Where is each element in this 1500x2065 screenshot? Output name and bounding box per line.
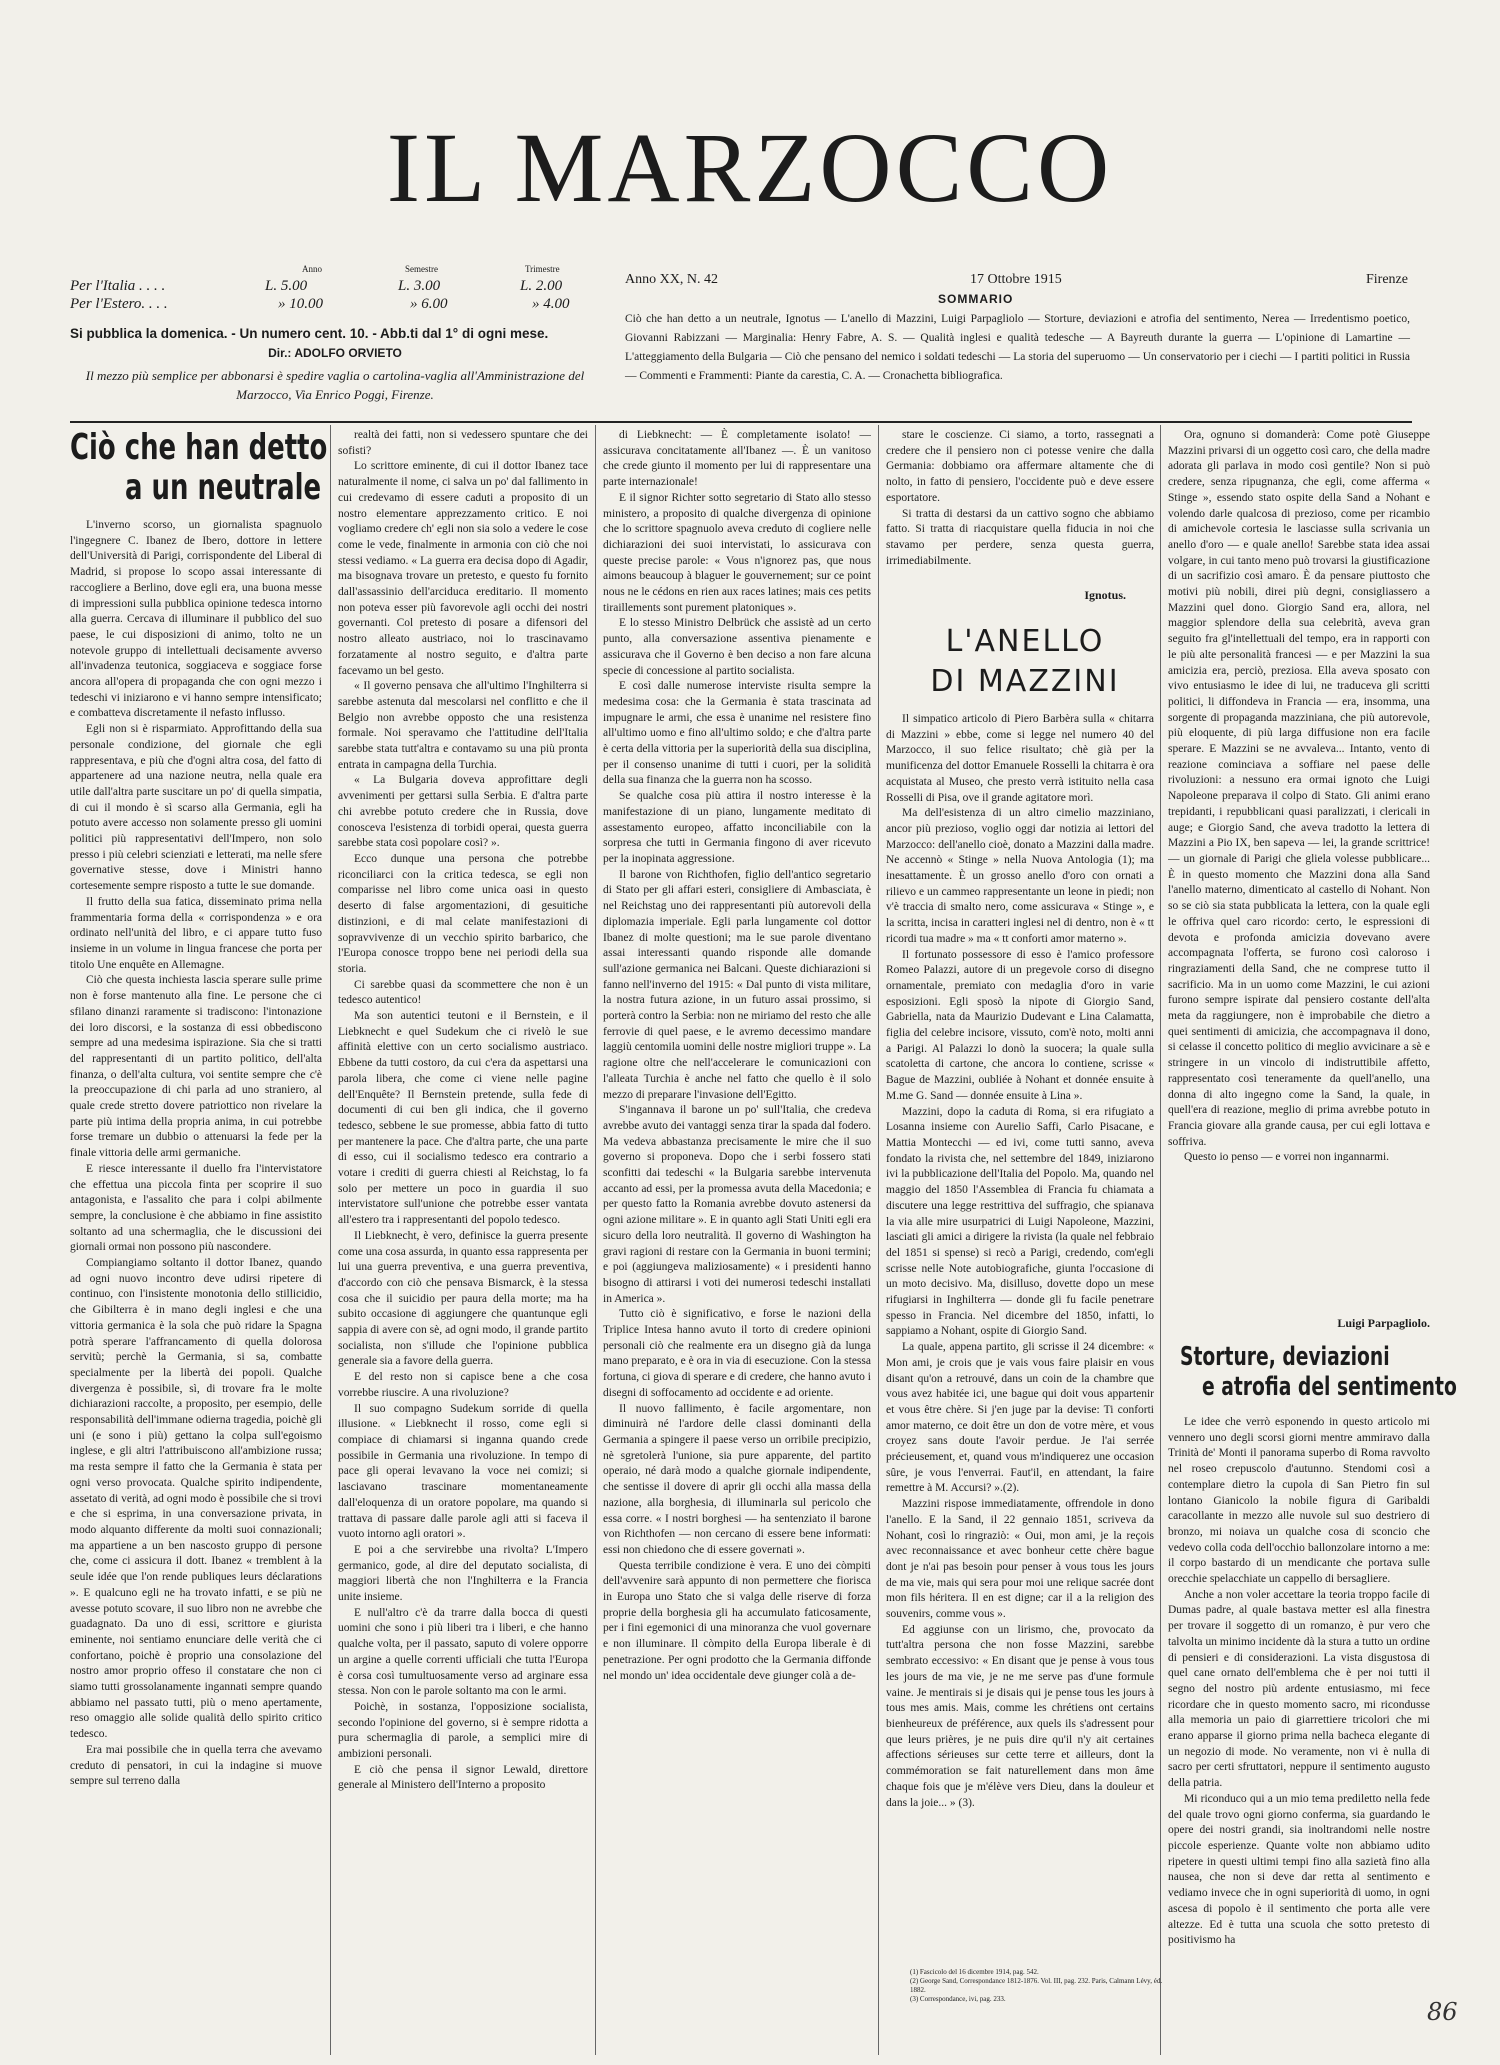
paragraph: S'ingannava il barone un po' sull'Italia, che credeva avrebbe avuto dei vantaggi senza tirar la spada dal fodero. Ma vedeva abbastanza precisamente le mire che il suo governo si proponeva. Dopo che i serbi fossero stati sconfitti dai tedeschi « la Bulgaria sarebbe intervenuta accanto ad essi, per la promessa avuta della Macedonia; e per questo fatto la Romania avrebbe dovuto astenersi da ogni azione militare ». E in quanto agli Stati Uniti egli era sicuro della loro neutralità. Il governo di Washington ha gravi ragioni di restare con la Germania in buoni termini; e poi (aggiungeva maliziosamente) « i presidenti hanno bisogno di attirarsi i voti dei numerosi tedeschi installati in America ».	[603, 1104, 871, 1305]
subscription-value: L. 5.00	[265, 278, 308, 294]
paragraph: La quale, appena partito, gli scrisse il 24 dicembre: « Mon ami, je crois que je vais vous faire plaisir en vous disant qu'on a retrouvé, dans un coin de la chambre que vous avez habitée ici, une bague qui doit vous appartenir et vous être chère. Si j'en juge par la devise: Ti conforti amor materno, ce doit être un don de votre mère, et vous croyez sans doute l'avoir perdue. Je l'ai serrée précieusement, et, quand vous m'indiquerez une occasion sûre, je vous l'enverrai. Faut'il, en attendant, la faire remettre à M. Accursi? ».(2).	[886, 1341, 1154, 1495]
paragraph: « Il governo pensava che all'ultimo l'Inghilterra si sarebbe astenuta dal mescolarsi nel conflitto e che il Belgio non avrebbe opposto che una resistenza formale. Noi speravamo che l'attitudine dell'Italia sarebbe stata tutt'altra e contavamo su una più pronta entrata in campagna della Turchia.	[338, 680, 588, 771]
paragraph: E poi a che servirebbe una rivolta? L'Impero germanico, gode, al dire del deputato socialista, di maggiori libertà che non l'Inghilterra e la Francia unite insieme.	[338, 1543, 588, 1604]
paragraph: E ciò che pensa il signor Lewald, direttore generale al Ministero dell'Interno a proposito	[338, 1763, 588, 1792]
paragraph: di Liebknecht: — È completamente isolato! — assicurava concitatamente all'Ibanez —. È un vanitoso che crede giunto il momento per lui di rappresentare una parte internazionale!	[603, 429, 871, 489]
footnote: (3) Correspondance, ivi, pag. 233.	[910, 1995, 1006, 2003]
article-headline-storture	[1180, 1342, 1500, 1402]
paragraph: Il fortunato possessore di esso è l'amico professore Romeo Palazzi, autore di un pregevole corso di disegno ornamentale, premiato con medaglia d'oro in varie esposizioni. Egli sposò la nipote di Giorgio Sand, Gabriella, nata da Maurizio Dudevant e Lina Calamatta, figlia del celebre incisore, vissuto, com'è noto, molti anni a Parigi. Al Palazzi lo donò la suocera; la quale sulla scatoletta di cartone, che ancora lo contiene, scrisse « Bague de Mazzini, oubliée à Nohant et donnée ensuite à M.me G. Sand — donnée ensuite à Lina ».	[886, 948, 1154, 1102]
paragraph: E riesce interessante il duello fra l'intervistatore che effettua una piccola finta per scoprire il suo antagonista, e l'assalito che para i colpi abilmente sempre, la conclusione è che abbiamo in fine assistito soltanto ad una schermaglia, che le discussioni dei giornali ormai non possono più nascondere.	[70, 1162, 322, 1254]
headline-line: Storture, deviazioni	[1180, 1342, 1390, 1372]
masthead-title: IL MARZOCCO	[386, 112, 1114, 223]
column-divider	[595, 425, 596, 2055]
headline-line: e atrofia del sentimento	[1202, 1372, 1457, 1402]
paragraph: Si tratta di destarsi da un cattivo sogno che abbiamo fatto. Si tratta di riacquistare quella fiducia in noi che stavamo per perdere, senza questa guerra, irrimediabilmente.	[886, 507, 1154, 567]
article-signature: Luigi Parpagliolo.	[1337, 1316, 1430, 1330]
article-column-3	[603, 428, 871, 2053]
paragraph: Ci sarebbe quasi da scommettere che non è un tedesco autentico!	[338, 978, 588, 1007]
paragraph: Ora, ognuno si domanderà: Come potè Giuseppe Mazzini privarsi di un oggetto così caro, che della madre adorata gli parlava in modo così gentile? Non si può credere, senza ripugnanza, che egli, come afferma « Stinge », essendo stato ospite della Sand a Nohant e volendo darle qualcosa di prezioso, come per ricambio di amichevole cortesia le lasciasse sulla scrivania un anello d'oro — e quale anello! Sarebbe stata idea assai volgare, in cui tanto meno può trovarsi la giustificazione di un sacrifizio così amaro. È da pensare piuttosto che motivi più nobili, direi più degni, consigliassero a Mazzini quel dono. Giorgio Sand era, allora, nel maggior splendore della sua celebrità, aveva gran seguito fra gl'intellettuali del tempo, era in rapporti con le più alte personalità francesi — e per Mazzini la sua amicizia era, perciò, preziosa. Ella aveva sposato con vivo entusiasmo le idee di lui, ne traduceva gli scritti politici, li diffondeva in Francia — era, insomma, una sorgente di propaganda mazziniana, che più autorevole, più eloquente, di più larga diffusione non era facile sperare. E Mazzini se ne avvaleva... Intanto, vento di reazione cominciava a soffiare nel paese delle rivoluzioni: a nessuno era ormai ignoto che Luigi Napoleone preparava il colpo di Stato. Gli animi erano trepidanti, i repubblicani quasi paralizzati, i clericali in auge; e Giorgio Sand, che aveva tradotto la lettera di Mazzini a Pio IX, ben sapeva — lei, la grande scrittrice! — un giornale di Parigi che gliela volesse pubblicare... È in questo momento che Mazzini dona alla Sand l'anello materno, dimenticato al castello di Nohant. Non so se ciò sia stata pubblicata la lettera, con la quale egli le offriva quel caro ricordo: certo, le espressioni di devota e profonda amicizia dovevano avere accompagnata l'offerta, se furono così caloroso i ringraziamenti della Sand, che ne comprese tutto il sacrificio. Ma in un uomo come Mazzini, le cui azioni furono sempre ispirate dal pensiero costante dell'alta meta da raggiungere, non è improbabile che dietro a quei sentimenti di amicizia, che accompagnava il dono, si celasse il concetto politico di meglio avvicinare a sè e stringere in un vincolo di indistruttibile affetto, rappresentato così teneramente da quell'anello, una donna di alto ingegno come la Sand, la quale, in quell'era di reazione, meglio di prima avrebbe potuto in Francia giovare alla grande causa, per cui egli lottava e soffriva.	[1168, 429, 1430, 1148]
headline-line: a un neutrale	[125, 467, 322, 508]
paragraph: Il simpatico articolo di Piero Barbèra sulla « chitarra di Mazzini » ebbe, come si legge nel numero 40 del Marzocco, il suo felice risultato; chè già per la munificenza del dottor Emanuele Rosselli la chitarra è ora acquistata al Museo, che presto verrà istituito nella casa Rosselli di Pisa, ove il grande agitatore morì.	[886, 713, 1154, 804]
paragraph: Poichè, in sostanza, l'opposizione socialista, secondo l'opinione del governo, si è sempre ridotta a pura schermaglia di parole, a semplici mire di ambizioni personali.	[338, 1700, 588, 1761]
paragraph: Ecco dunque una persona che potrebbe riconciliarci con la critica tedesca, se egli non comparisse nel libro come unica oasi in questo deserto di false argomentazioni, di gesuitiche distinzioni, e di mal celate manifestazioni di sopravvivenze di un vecchio spirito barbarico, che l'Europa conosce troppo bene nei periodi della sua storia.	[338, 852, 588, 975]
paragraph: Ed aggiunse con un lirismo, che, provocato da tutt'altra persona che non fosse Mazzini, sarebbe sembrato eccessivo: « En disant que je pense à vous tous les jours de ma vie, je ne me serve pas d'une formule vaine. Je mentirais si je disais qui je pense tous les jours à tous mes amis. Mais, comme les chrétiens ont certains bienheureux de préférence, aux quels ils s'adressent pour que leurs prières, je ne puis dire qu'il n'y ait certaines affections sérieuses sur cette terre et ailleurs, dont la commémoration se fait naturellement dans mon âme chaque fois que je m'élève vers Dieu, dans la douleur et dans la joie... » (3).	[886, 1623, 1154, 1809]
subscription-row-italia	[70, 278, 590, 296]
header-rule	[70, 421, 1412, 423]
paragraph: Questa terribile condizione è vera. E uno dei còmpiti dell'avvenire sarà appunto di non permettere che fiorisca in Europa uno Stato che si valga delle riserve di forza proprie della borghesia gli ha accumulato faticosamente, per i fini egemonici di una minoranza che vuol governare e non illuminare. Il còmpito della Europa liberale è di penetrazione. Per ogni prodotto che la Germania diffonde nel mondo un' idea occidentale deve giunger colà a de-	[603, 1559, 871, 1682]
publication-notice: Si pubblica la domenica. - Un numero cent. 10. - Abb.ti dal 1° di ogni mese.	[70, 326, 549, 341]
paragraph: Mazzini, dopo la caduta di Roma, si era rifugiato a Losanna insieme con Aurelio Saffi, Carlo Pisacane, e Mattia Montecchi — ed ivi, come tutti sanno, aveva fondato la rivista che, nel settembre del 1849, iniziarono ivi la pubblicazione dell'Italia del Popolo. Ma, quando nel maggio del 1850 l'Assemblea di Francia fu chiamata a discutere una legge restrittiva del suffragio, che spianava la via alle mire usurpatrici di Luigi Napoleone, Mazzini, lasciati gli amici a dirigere la rivista (la quale nel febbraio del 1851 si spense) si recò a Parigi, credendo, com'egli scrisse nelle Note autobiografiche, giunta l'occasione di un moto decisivo. Ma, disilluso, dovette dopo un mese rifugiarsi in Inghilterra — donde gli fu facile penetrare spesso in Francia. Nel dicembre del 1850, infatti, lo sappiamo a Nohant, ospite di Giorgio Sand.	[886, 1105, 1154, 1338]
subscription-label: Per l'Estero. . . .	[70, 296, 168, 312]
paragraph: E così dalle numerose interviste risulta sempre la medesima cosa: che la Germania è stata trascinata ad impugnare le armi, che essa è unanime nel resistere fino all'ultimo uomo e fino all'ultimo soldo; e che d'altra parte è certa della vittoria per la superiorità della sua disciplina, per il consenso unanime di tutti i cuori, per la solidità della sua finanza che la guerra non ha scosso.	[603, 680, 871, 787]
paragraph: E del resto non si capisce bene a che cosa vorrebbe riuscire. A una rivoluzione?	[338, 1371, 588, 1399]
paragraph: Lo scrittore eminente, di cui il dottor Ibanez tace naturalmente il nome, ci salva un po' dal fallimento in cui credevamo di essere caduti a proposito di un nostro elementare apprezzamento critico. E noi vogliamo credere ch' egli non sia solo a vedere le cose come le vede, finalmente in armonia con ciò che noi stessi vediamo. « La guerra era decisa dopo di Agadir, ma bisognava trovare un pretesto, e questo fu fornito dall'assassinio dell'arciduca ereditario. Il momento non poteva esser più favorevole agli occhi dei nostri governanti. Col pretesto di posare a difensori del nostro alleato austriaco, noi lo trascinavamo forzatamente al nostro seguito, e d'altra parte facevamo un bel gesto.	[338, 460, 588, 677]
issue-date: 17 Ottobre 1915	[970, 272, 1062, 287]
subscription-header-anno: Anno	[302, 264, 322, 274]
handwritten-page-number: 86	[1427, 1998, 1458, 2026]
paragraph: E null'altro c'è da trarre dalla bocca di questi uomini che sono i più liberi tra i liberi, e che hanno qualche volta, per il passato, saputo di volere opporre un argine a quelle correnti ufficiali che tutta l'Europa è corsa così tumultuosamente verso ad arginare essa stessa. Non con le parole soltanto ma con le armi.	[338, 1606, 588, 1698]
subscription-header-trimestre: Trimestre	[525, 264, 560, 274]
subscription-value: L. 3.00	[398, 278, 441, 294]
paragraph: L'inverno scorso, un giornalista spagnuolo l'ingegnere C. Ibanez de Ibero, dottore in lettere dell'Università di Parigi, corrispondente del Liberal di Madrid, si propose lo scopo assai interessante di raccogliere a Berlino, dove egli era, una buona messe di impressioni sulla pubblica opinione tedesca intorno alla guerra. Cercava di illuminare il pubblico del suo paese, le cui disposizioni di animo, tolto ne un notevole gruppo di intellettuali decisamente avverso all'invadenza teutonica, soggiaceva e soggiace forse ancora all'opera di propaganda che con ogni mezzo i tedeschi vi iniziarono e vi hanno sempre intensificato; e combatteva discretamente il nefasto influsso.	[70, 519, 322, 720]
column-divider	[1160, 425, 1161, 2055]
headline-line: DI MAZZINI	[930, 664, 1120, 699]
paragraph: Ma dell'esistenza di un altro cimelio mazziniano, ancor più prezioso, voglio oggi dar notizia ai lettori del Marzocco: dell'anello cioè, donato a Mazzini dalla madre. Ne accennò « Stinge » nella Nuova Antologia (1); ma inesattamente. È un grosso anello d'oro con ornati a rilievo e un cammeo rappresentante un leone in piedi; non v'è traccia di smalto nero, come assicurava « Stinge », e la scritta, incisa in caratteri inglesi nel di dentro, non è « tt ricordi tua madre » ma « tt conforti amor materno ».	[886, 807, 1154, 945]
paragraph: E il signor Richter sotto segretario di Stato allo stesso ministero, a proposito di qualche divergenza di opinione che lo scrittore spagnuolo aveva creduto di cogliere nelle dichiarazioni dei suoi intervistati, lo assicurava con queste precise parole: « Vous n'ignorez pas, que nous aimons beaucoup à blaguer le gouvernement; sur ce point nous ne le cédons en rien aux races latines; mais ces petits tiraillements sont purement platoniques ».	[603, 491, 871, 614]
column-divider	[878, 425, 879, 2055]
article-column-1	[70, 518, 322, 2053]
paragraph: Anche a non voler accettare la teoria troppo facile di Dumas padre, al quale bastava metter esl alla finestra per trovare il soggetto di un romanzo, è pur vero che talvolta un minimo incidente dà la stura a tutto un ordine di pensieri e di considerazioni. La vista disgustosa di quel cane ornato dell'emblema che è per noi tutti il segno del nostro più ardente entusiasmo, mi fece ricordare che in questo momento sacro, mi ricondusse alla memoria un paio di giarrettiere tricolori che mi erano apparse il giorno prima nella bacheca elegante di un negozio di mode. No veramente, non vi è nulla di sacro per certi sfruttatori, neppure il sentimento augusto della patria.	[1168, 1588, 1430, 1790]
article-column-4	[886, 712, 1154, 1962]
article-column-4-top	[886, 428, 1154, 583]
headline-line: Ciò che han detto	[70, 427, 328, 468]
paragraph: Ma son autentici teutoni e il Bernstein, e il Liebknecht e quel Sudekum che ci rivelò le sue affinità elettive con un certo socialismo austriaco. Ebbene da tutti costoro, da cui c'era da aspettarsi una parola libera, che come ci viene nelle pagine dell'Enquête? Il Bernstein pretende, sulla fede di documenti di cui ben gli indica, che il governo tedesco, sebbene le sue promesse, abbia fatto di tutto per mantenere la pace. Che d'altra parte, che una parte di esso, cui il socialismo tedesco era contrario a votare i crediti di guerra chiesti al Reichstag, lo fa solo per mettere un poco in guardia il suo intervistatore sull'unione che potrebbe esser vantata all'estero tra i rappresentanti del popolo tedesco.	[338, 1010, 588, 1227]
article-column-5	[1168, 1415, 1430, 2055]
footnote: (1) Fascicolo del 16 dicembre 1914, pag. 542.	[910, 1968, 1039, 1976]
paragraph: Il suo compagno Sudekum sorride di quella illusione. « Liebknecht il rosso, come egli si compiace di chiamarsi si inganna quando crede possibile in Germania una rivoluzione. In tempo di pace gli operai levavano la voce nei comizi; si lasciavano trascinare momentaneamente dall'eloquenza di un oratore popolare, ma quando si trattava di passare dalle parole agli atti si faceva il vuoto intorno agli oratori ».	[338, 1402, 588, 1541]
footnote: (2) George Sand, Correspondance 1812-1876. Vol. III, pag. 232. Paris, Calmann Lévy, éd. 1882.	[910, 1977, 1163, 1994]
paragraph: Il frutto della sua fatica, disseminato prima nella frammentaria forma della « corrispondenza » e ora ordinato nell'unità del libro, e ci appare tutto fuso insieme in un volume in lingua francese che porta per titolo Une enquête en Allemagne.	[70, 895, 322, 971]
article-column-5-top	[1168, 428, 1430, 1313]
paragraph: realtà dei fatti, non si vedessero spuntare che dei sofisti?	[338, 429, 588, 457]
article-column-2	[338, 428, 588, 2053]
paragraph: Il barone von Richthofen, figlio dell'antico segretario di Stato per gli affari esteri, consigliere di Ambasciata, è nel Reichstag uno dei rappresentanti più autorevoli della diplomazia imperiale. Egli parla lungamente col dottor Ibanez di molte questioni; ma le sue parole diventano assai interessanti quando risponde alle domande sull'azione germanica nei Balcani. Queste dichiarazioni si fanno nell'inverno del 1915: « Dal punto di vista militare, la nostra futura azione, in un futuro assai prossimo, si porterà contro la Serbia: non ne miriamo del resto che alle ferrovie di quel paese, e le avremo decessimo mandare laggiù centomila uomini delle nostre migliori truppe ». La ragione oltre che nell'accelerare le comunicazioni con l'alleata Turchia è anche nel fatto che quello è il solo mezzo di preparare l'invasione dell'Egitto.	[603, 868, 871, 1101]
subscription-row-estero	[70, 296, 590, 314]
subscription-value: » 6.00	[410, 296, 448, 312]
paragraph: Il Liebknecht, è vero, definisce la guerra presente come una cosa assurda, in quanto essa rappresenta per lui una guerra preventiva, e una guerra preventiva, d'accordo con ciò che pensava Bismarck, è la stessa cosa che il suicidio per paura della morte; ma ha subito occasione di aggiungere che quantunque egli sappia di avere con sè, ad ogni modo, il grande partito socialista, non s'illude che l'opinione pubblica generale sia a favore della guerra.	[338, 1229, 588, 1368]
article-headline-anello	[890, 622, 1160, 702]
director-line: Dir.: ADOLFO ORVIETO	[268, 346, 402, 360]
sommario-text: Ciò che han detto a un neutrale, Ignotus — L'anello di Mazzini, Luigi Parpagliolo — Storture, deviazioni e atrofia del sentimento, Nerea — Irredentismo poetico, Giovanni Rabizzani — Marginalia: Henry Fabre, A. S. — Qualità inglesi e qualità tedesche — A Bayreuth durante la guerra — L'opinione di Lamartine — L'atteggiamento della Bulgaria — Ciò che pensano del nemico i soldati tedeschi — La storia del superuomo — Un conservatorio per i ciechi — I partiti politici in Russia — Commenti e Frammenti: Piante da carestia, C. A. — Cronachetta bibliografica.	[625, 313, 1410, 382]
subscription-value: L. 2.00	[520, 278, 563, 294]
article-signature: Ignotus.	[1084, 588, 1126, 602]
sommario-heading: SOMMARIO	[938, 292, 1014, 306]
paragraph: Ciò che questa inchiesta lascia sperare sulle prime non è forse mantenuto alla fine. Le persone che ci sfilano dinanzi raramente si tradiscono: l'intonazione dei loro discorsi, e la sostanza di essi obbediscono sempre ad una medesima ispirazione. Sia che si tratti del rappresentanti di un partito politico, dell'alta finanza, o dell'alta cultura, voi sentite sempre che c'è la preoccupazione di chi parla ad uno straniero, al quale crede stretto dovere patriottico non rivelare la parte più intima della propria anima, in cui potrebbe forse tremare un dubbio o attenuarsi la fede per la finale vittoria delle armi germaniche.	[70, 974, 322, 1160]
paragraph: stare le coscienze. Ci siamo, a torto, rassegnati a credere che il pensiero non ci potesse venire che dalla Germania: dobbiamo ora affermare altamente che di nolto, in fatto di pensiero, l'occidente può e deve essere esportatore.	[886, 429, 1154, 504]
issue-city: Firenze	[1366, 272, 1408, 287]
paragraph: Questo io penso — e vorrei non ingannarmi.	[1184, 1151, 1390, 1164]
subscription-instructions: Il mezzo più semplice per abbonarsi è spedire vaglia o cartolina-vaglia all'Amministrazione del Marzocco, Via Enrico Poggi, Firenze.	[85, 368, 585, 402]
column-divider	[330, 425, 331, 2055]
paragraph: Egli non si è risparmiato. Approfittando della sua personale condizione, del giornale che egli rappresentava, e più che d'ogni altra cosa, del fatto di appartenere ad una nazione neutra, nella quale era utile dall'altra parte suscitare un po' di quella simpatia, di cui il mondo è sì scarso alla Germania, egli ha potuto avere accesso non solamente presso gli uomini politici più rappresentativi dell'Impero, non solo presso i più celebri scienziati e letterati, ma nelle sfere governative stesse, dove i Ministri hanno cortesemente sempre risposto a tutte le sue domande.	[70, 723, 322, 893]
paragraph: Le idee che verrò esponendo in questo articolo mi vennero uno degli scorsi giorni mentre ammiravo dalla Trinità de' Monti il panorama superbo di Roma ravvolto nel roseo crepuscolo d'autunno. Stendomi così a contemplare dietro la cupola di San Pietro fin sul lontano Gianicolo la nobile figura di Garibaldi caracollante in mezzo alle nuvole sul suo destriero di bronzo, mi noiava un qualche cosa di sconcio che vedevo colla coda dell'occhio ballonzolare intorno a me: il corpo bastardo di un mendicante che portava sulle orecchie spelacchiate un cappello di bersagliere.	[1168, 1416, 1430, 1586]
subscription-value: » 10.00	[278, 296, 323, 312]
paragraph: Se qualche cosa più attira il nostro interesse è la manifestazione di un piano, lungamente meditato di assestamento europeo, affatto inconciliabile con la sorpresa che tutti in Germania fingono di aver ricevuto per la inopinata aggressione.	[603, 790, 871, 865]
subscription-label: Per l'Italia . . . .	[70, 278, 166, 294]
paragraph: Il nuovo fallimento, è facile argomentare, non diminuirà né l'ardore delle classi dominanti della Germania a spingere il paese verso un orribile precipizio, nè sgretolerà l'unione, sia pure apparente, del partito operaio, né darà modo a qualche giornale indipendente, che sentisse il dovere di aprir gli occhi alla massa della nazione, alla borghesia, di illuminarla sul pericolo che essa corre. « I nostri borghesi — ha sentenziato il barone von Richthofen — non cercano di essere bene informati: essi non chiedono che di essere governati ».	[603, 1402, 871, 1556]
paragraph: « La Bulgaria doveva approfittare degli avvenimenti per gettarsi sulla Serbia. E d'altra parte chi avrebbe potuto credere che in Russia, dove conosceva l'esistenza di torbidi operai, questa guerra sarebbe stata così popolare così? ».	[338, 774, 588, 850]
issue-number: Anno XX, N. 42	[625, 272, 718, 287]
paragraph: Mazzini rispose immediatamente, offrendole in dono l'anello. E la Sand, il 22 gennaio 1851, scriveva da Nohant, così lo ringraziò: « Oui, mon ami, je la reçois avec reconnaissance et avec bonheur cette chère bague dont je n'ai pas besoin pour penser à vous tous les jours de ma vie, mais qui sera pour moi une relique sacrée dont mon fils héritera. Il en est digne; car il a la religion des souvenirs, comme vous ».	[886, 1498, 1154, 1621]
footnotes	[910, 1968, 1170, 2004]
paragraph: Tutto ciò è significativo, e forse le nazioni della Triplice Intesa hanno avuto il torto di credere opinioni personali ciò che realmente era un disegno già da lunga mano preparato, e è ora in via di esecuzione. Con la stessa fortuna, ci giova di sperare e di credere, che hanno avuto i disegni di soffocamento ad occidente e ad oriente.	[603, 1308, 871, 1399]
paragraph: Compiangiamo soltanto il dottor Ibanez, quando ad ogni nuovo incontro deve udirsi ripetere di continuo, con l'insistente monotonia dello stillicidio, che Gibilterra è in mano degli inglesi e che una vittoria germanica è la sola che può ridare la Spagna potrà sperare l'affrancamento di quella dolorosa servitù; perchè la Germania, si sa, combatte specialmente per la libertà dei popoli. Qualche divergenza è possibile, sì, di trovare fra le molte dichiarazioni raccolte, a proposito, per esempio, delle responsabilità dell'immane odierna tragedia, poichè gli uni (e sono i più) gettano la colpa sull'egoismo inglese, e gli altri l'attribuiscono all'ambizione russa; ma resta sempre il fatto che la Germania è stata per ogni verso provocata. Qualche spirito indipendente, assetato di verità, ad ogni modo è possibile che si trovi e che si esprima, in una conversazione privata, in modo alquanto differente da molti suoi connazionali; ma appartiene a un ben nascosto gruppo di persone che, come ci assicura il dott. Ibanez « tremblent à la seule idée que l'on rende publiques leurs déclarations ». E qualcuno egli ne ha trovato infatti, e se più ne avesse potuto scovare, il suo libro non ne avrebbe che guadagnato. Da uno di essi, scrittore e giurista eminente, noi sentiamo enunciare delle verità che ci confortano, poichè è proprio una consolazione del nostro amor proprio offeso il constatare che non ci siamo tutti grossolanamente ingannati sempre quando abbiamo nel passato tutti, più o meno apertamente, reso omaggio alle solide qualità dello spirito critico tedesco.	[70, 1257, 322, 1741]
paragraph: Era mai possibile che in quella terra che avevamo creduto di pensatori, in cui la indagine si muove sempre sul terreno dalla	[70, 1743, 322, 1788]
paragraph: E lo stesso Ministro Delbrück che assistè ad un certo punto, alla conversazione assentiva pienamente e assicurava che il Governo è ben deciso a non fare alcuna specie di concessione al partito socialista.	[603, 617, 871, 677]
paragraph: Mi riconduco qui a un mio tema prediletto nella fede del quale trovo ogni giorno conferma, sia guardando le opere dei nostri grandi, sia inoltrandomi nelle nostre piccole esperienze. Quante volte non abbiamo udito ripetere in questi ultimi tempi fino alla sazietà fino alla nausea, che non si deve dar retta al sentimento e vediamo invece che in ogni superiorità di uomo, in ogni ascesa di popolo è il sentimento che porta alle vere altezze. Ed è tutta una scuola che sotto pretesto di positivismo ha	[1168, 1792, 1430, 1947]
subscription-value: » 4.00	[532, 296, 570, 312]
headline-line: L'ANELLO	[945, 624, 1105, 659]
subscription-header-semestre: Semestre	[405, 264, 438, 274]
